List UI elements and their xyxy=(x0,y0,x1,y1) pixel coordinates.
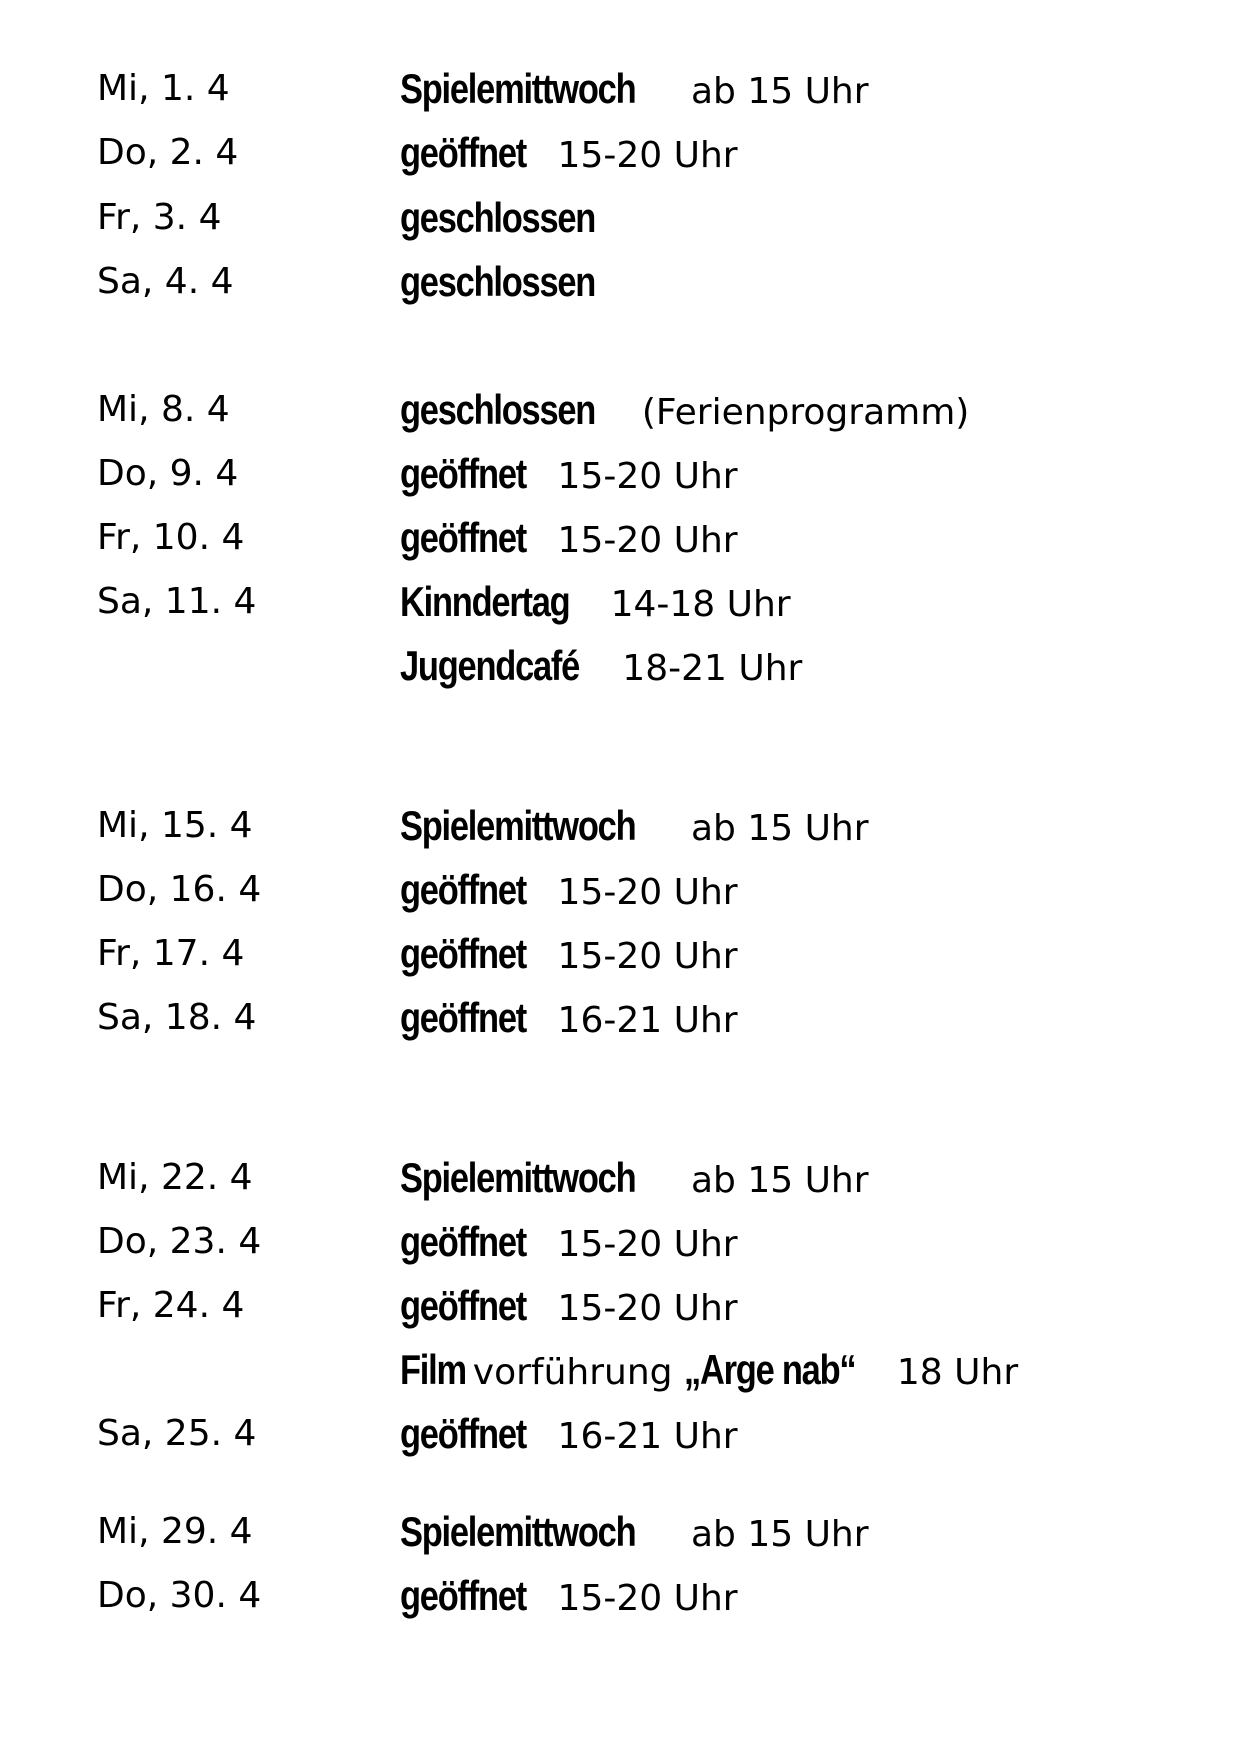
schedule-row xyxy=(0,1210,1240,1274)
event-detail: 15-20 Uhr xyxy=(546,135,738,176)
event-detail: 18 Uhr xyxy=(885,1352,1019,1393)
schedule-date: Do, 23. 4 xyxy=(97,1221,262,1262)
schedule-date: Sa, 25. 4 xyxy=(97,1413,257,1454)
schedule-event xyxy=(400,794,869,861)
event-title: geöffnet xyxy=(400,994,526,1041)
event-title: geöffnet xyxy=(400,129,526,176)
schedule-event xyxy=(400,378,969,445)
schedule-date: Mi, 8. 4 xyxy=(97,389,230,430)
schedule-row xyxy=(0,986,1240,1050)
event-title: geschlossen xyxy=(400,258,596,305)
schedule-row xyxy=(0,506,1240,570)
schedule-date: Do, 16. 4 xyxy=(97,869,262,910)
schedule-date: Sa, 11. 4 xyxy=(97,581,257,622)
event-title: geöffnet xyxy=(400,1218,526,1265)
schedule-row xyxy=(0,1500,1240,1564)
event-detail: 15-20 Uhr xyxy=(546,456,738,497)
event-title: Spielemittwoch xyxy=(400,65,636,112)
event-detail: 15-20 Uhr xyxy=(546,1578,738,1619)
schedule-row xyxy=(0,57,1240,121)
schedule-row xyxy=(0,250,1240,314)
event-detail: 15-20 Uhr xyxy=(546,520,738,561)
event-title: Jugendcafé xyxy=(400,642,580,689)
event-title: Film xyxy=(400,1346,466,1393)
event-title: geöffnet xyxy=(400,514,526,561)
schedule-event xyxy=(400,1210,738,1277)
event-detail: ab 15 Uhr xyxy=(679,1160,869,1201)
schedule-event xyxy=(400,1146,869,1213)
schedule-date: Mi, 1. 4 xyxy=(97,68,230,109)
schedule-date: Sa, 18. 4 xyxy=(97,997,257,1038)
event-detail: 15-20 Uhr xyxy=(546,872,738,913)
event-title: geöffnet xyxy=(400,866,526,913)
schedule-row xyxy=(0,121,1240,185)
event-detail: 14-18 Uhr xyxy=(599,584,791,625)
event-detail: vorführung xyxy=(472,1352,684,1393)
schedule-row xyxy=(0,1402,1240,1466)
schedule-date: Fr, 24. 4 xyxy=(97,1285,245,1326)
schedule-event xyxy=(400,1338,1018,1405)
schedule-date: Mi, 29. 4 xyxy=(97,1511,253,1552)
schedule-date: Fr, 10. 4 xyxy=(97,517,245,558)
event-title: geöffnet xyxy=(400,930,526,977)
schedule-date: Sa, 4. 4 xyxy=(97,261,234,302)
schedule-row xyxy=(0,1274,1240,1338)
schedule-row xyxy=(0,634,1240,698)
schedule-event xyxy=(400,922,738,989)
event-detail: ab 15 Uhr xyxy=(679,71,869,112)
event-detail: ab 15 Uhr xyxy=(679,808,869,849)
event-title: geöffnet xyxy=(400,1572,526,1619)
event-title: geöffnet xyxy=(400,1282,526,1329)
event-title: geschlossen xyxy=(400,194,596,241)
event-title: geöffnet xyxy=(400,1410,526,1457)
schedule-row xyxy=(0,442,1240,506)
schedule-date: Do, 30. 4 xyxy=(97,1575,262,1616)
schedule-event xyxy=(400,858,738,925)
schedule-row xyxy=(0,1338,1240,1402)
schedule-date: Mi, 15. 4 xyxy=(97,805,253,846)
schedule-event xyxy=(400,250,630,317)
event-detail: 16-21 Uhr xyxy=(546,1000,738,1041)
schedule-row xyxy=(0,1146,1240,1210)
event-detail: (Ferienprogramm) xyxy=(630,392,970,433)
event-detail: 15-20 Uhr xyxy=(546,1224,738,1265)
event-title: Spielemittwoch xyxy=(400,802,636,849)
schedule-row xyxy=(0,922,1240,986)
schedule-event xyxy=(400,570,791,637)
schedule-row xyxy=(0,378,1240,442)
schedule-event xyxy=(400,1274,738,1341)
schedule-event xyxy=(400,634,802,701)
event-detail: 15-20 Uhr xyxy=(546,936,738,977)
schedule-event xyxy=(400,1402,738,1469)
schedule-event xyxy=(400,1500,869,1567)
schedule-event xyxy=(400,442,738,509)
event-title: Kinndertag xyxy=(400,578,570,625)
event-title: geöffnet xyxy=(400,450,526,497)
event-detail: ab 15 Uhr xyxy=(679,1514,869,1555)
schedule-date: Do, 9. 4 xyxy=(97,453,239,494)
event-title: „Arge nab“ xyxy=(683,1346,856,1393)
event-title: Spielemittwoch xyxy=(400,1154,636,1201)
schedule-row xyxy=(0,1564,1240,1628)
schedule-event xyxy=(400,57,869,124)
event-title: geschlossen xyxy=(400,386,596,433)
schedule-event xyxy=(400,1564,738,1631)
schedule-event xyxy=(400,186,630,253)
schedule-date: Fr, 3. 4 xyxy=(97,197,222,238)
schedule-row xyxy=(0,570,1240,634)
schedule-row xyxy=(0,858,1240,922)
schedule-event xyxy=(400,121,738,188)
schedule-event xyxy=(400,986,738,1053)
event-title: Spielemittwoch xyxy=(400,1508,636,1555)
schedule-row xyxy=(0,186,1240,250)
schedule-date: Fr, 17. 4 xyxy=(97,933,245,974)
schedule-event xyxy=(400,506,738,573)
schedule-row xyxy=(0,794,1240,858)
schedule-date: Do, 2. 4 xyxy=(97,132,239,173)
event-detail: 16-21 Uhr xyxy=(546,1416,738,1457)
schedule-date: Mi, 22. 4 xyxy=(97,1157,253,1198)
event-detail: 15-20 Uhr xyxy=(546,1288,738,1329)
event-detail: 18-21 Uhr xyxy=(610,648,803,689)
